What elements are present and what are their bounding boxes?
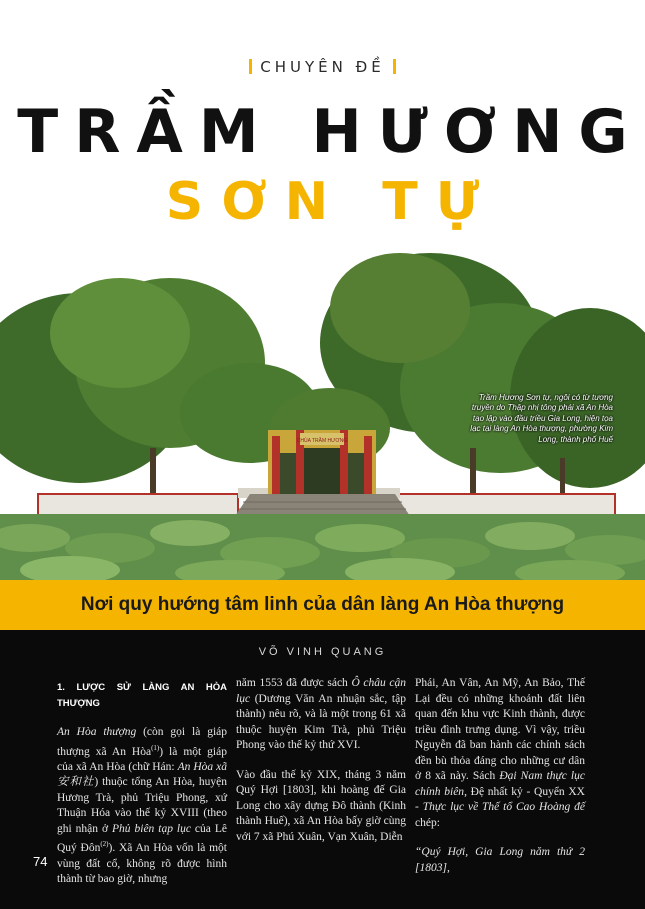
text-column-1 xyxy=(57,676,227,902)
text-column-2 xyxy=(236,676,406,859)
text-span: An Hòa xã 安和社 xyxy=(57,760,228,789)
paragraph xyxy=(236,676,406,754)
paragraph xyxy=(57,725,227,888)
section-heading: 1. LƯỢC SỬ LÀNG AN HÒA THƯỢNG xyxy=(57,682,227,709)
paragraph: Vào đầu thế kỷ XIX, tháng 3 năm Quý Hợi [1803], khi hoàng đế Gia Long cho xây dựng Đô thành (Kinh thành Huế), xã An Hòa bấy giờ cùng với 7 xã Phú Xuân, Vạn Xuân, Diễn xyxy=(236,768,406,843)
subtitle-banner xyxy=(0,580,645,630)
text-span: ) là một giáp của xã An Hòa (chữ Hán: xyxy=(57,745,227,773)
kicker-bar-right xyxy=(393,59,396,74)
kicker-label: CHUYÊN ĐỀ xyxy=(260,58,385,76)
text-span: Phái, An Vân, An Mỹ, An Bảo, Thế Lại đều có những khoảnh đất liên quan đến khu vực Kinh thành, được triều đình trưng dụng. Vì vậy, triều Nguyễn đã ban hành các chính sách đền bù thỏa đáng cho những cư dân ở 8 xã này. Sách xyxy=(415,677,585,782)
text-span: Phủ biên tạp lục xyxy=(112,822,191,835)
article-subtitle: Nơi quy hướng tâm linh của dân làng An Hòa thượng xyxy=(80,594,565,615)
text-span: An Hòa thượng xyxy=(57,726,137,738)
text-column-3 xyxy=(415,676,585,890)
page-number: 74 xyxy=(33,854,48,869)
text-span: Ô châu cận lục xyxy=(236,677,406,705)
author-byline: VÕ VINH QUANG xyxy=(258,646,387,658)
text-span: , Đệ nhất kỷ - Quyển XX - xyxy=(415,785,585,813)
text-span: Đại Nam thực lục chính biên xyxy=(415,770,585,798)
article-title-line1: TRẦM HƯƠNG xyxy=(17,97,644,167)
paragraph xyxy=(415,676,585,831)
text-span: Thực lục về Thế tổ Cao Hoàng đế xyxy=(422,801,585,813)
gate-sign: CHÙA TRẦM HƯƠNG xyxy=(296,438,348,444)
section-kicker xyxy=(0,58,645,76)
text-span: của Lê Quý Đôn xyxy=(57,822,227,855)
text-span: chép: xyxy=(415,816,440,829)
article-title-line2: SƠN TỰ xyxy=(165,172,498,232)
text-span: năm 1553 đã được sách xyxy=(236,677,352,689)
paragraph xyxy=(415,845,585,876)
kicker-bar-left xyxy=(249,59,252,74)
article-body-section xyxy=(0,630,645,909)
footnote-ref: (2) xyxy=(100,840,109,849)
photo-caption: Trầm Hương Sơn tự, ngôi có từ tương truyền do Thập nhị tông phái xã An Hòa tạo lập vào đầu triều Gia Long, hiện tọa lạc tại làng An Hòa thượng, phường Kim Long, thành phố Huế xyxy=(470,393,613,444)
text-span: “Quý Hợi, Gia Long năm thứ 2 [1803], xyxy=(415,846,585,874)
text-span: (Dương Văn An nhuận sắc, tập thành) nêu rõ, và là một trong 61 xã thuộc huyện Kim Trà, phủ Triệu Phong vào thế kỷ thứ XVI. xyxy=(236,692,406,751)
text-span: ). Xã An Hòa vốn là một vùng đất cổ, không rõ được hình thành từ bao giờ, nhưng xyxy=(57,842,227,886)
text-span: (còn gọi là giáp thượng xã An Hòa xyxy=(57,726,227,758)
footnote-ref: (1) xyxy=(151,743,160,752)
text-span: ) thuộc tổng An Hòa, huyện Hương Trà, phủ Triệu Phong, xứ Thuận Hóa vào thế kỷ XVIII (theo ghi nhận ở xyxy=(57,776,227,835)
